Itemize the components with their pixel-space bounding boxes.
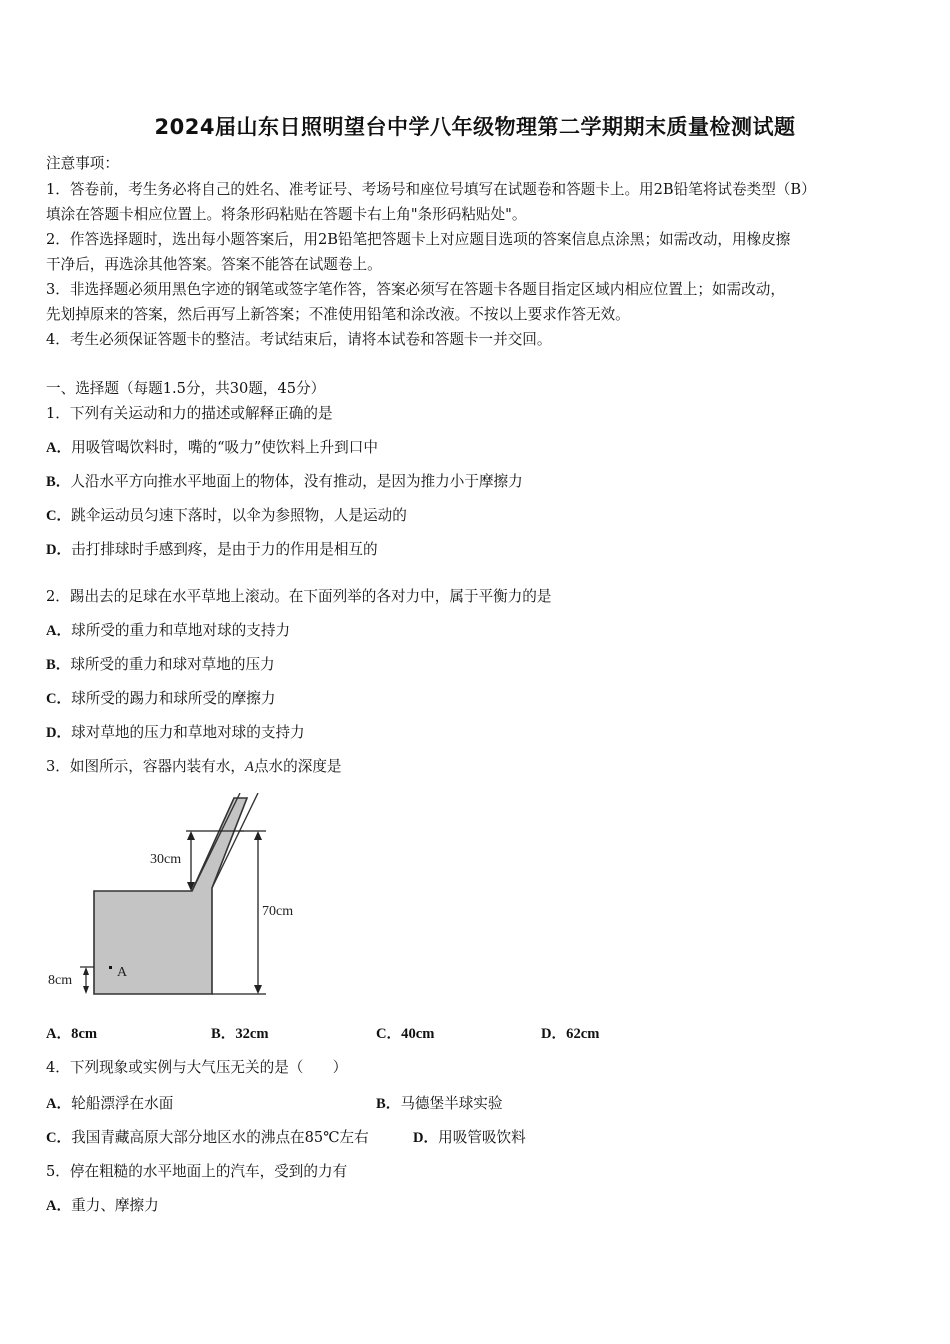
- question-3-option-c: [376, 1022, 434, 1043]
- question-3-stem-post: 点水的深度是: [253, 758, 342, 775]
- dim-30-label: 30cm: [150, 852, 182, 867]
- option-label: D．: [541, 1026, 567, 1042]
- point-a-marker: [109, 966, 112, 969]
- container-diagram: [44, 793, 364, 1003]
- option-text: 球对草地的压力和草地对球的支持力: [71, 724, 305, 741]
- question-4-option-c: [46, 1126, 369, 1147]
- option-label: B．: [46, 474, 71, 490]
- question-1-option-d: [46, 538, 378, 559]
- option-label: B．: [46, 657, 71, 673]
- option-label: D．: [413, 1130, 439, 1146]
- point-a-label: A: [117, 965, 128, 980]
- option-text: 马德堡半球实验: [400, 1095, 503, 1112]
- question-1-option-b: [46, 470, 523, 491]
- option-text: 62cm: [566, 1026, 600, 1042]
- option-text: 跳伞运动员匀速下落时，以伞为参照物，人是运动的: [71, 507, 407, 524]
- option-label: A．: [46, 1026, 72, 1042]
- option-label: A．: [46, 1096, 72, 1112]
- question-2-stem: 2．踢出去的足球在水平草地上滚动。在下面列举的各对力中，属于平衡力的是: [46, 588, 552, 605]
- notice-line: 2．作答选择题时，选出每小题答案后，用2B铅笔把答题卡上对应题目选项的答案信息点涂黑；如需改动，用橡皮擦: [46, 231, 791, 248]
- option-label: C．: [46, 1130, 72, 1146]
- notice-line: 1．答卷前，考生务必将自己的姓名、准考证号、考场号和座位号填写在试题卷和答题卡上。用2B铅笔将试卷类型（B）: [46, 181, 816, 198]
- option-label: C．: [376, 1026, 402, 1042]
- question-3-option-a: [46, 1022, 97, 1043]
- question-1-option-a: [46, 436, 378, 457]
- question-3-stem-pre: 3．如图所示，容器内装有水，: [46, 758, 246, 775]
- question-3-option-d: [541, 1022, 599, 1043]
- question-2-option-d: [46, 721, 305, 742]
- notice-line: 3．非选择题必须用黑色字迹的钢笔或签字笔作答，答案必须写在答题卡各题目指定区域内相应位置上；如需改动，: [46, 281, 785, 298]
- option-label: C．: [46, 691, 72, 707]
- notice-line: 干净后，再选涂其他答案。答案不能答在试题卷上。: [46, 256, 382, 273]
- dim-8-label: 8cm: [48, 973, 73, 988]
- dim-70-arrow-down: [254, 985, 262, 994]
- option-text: 球所受的踢力和球所受的摩擦力: [71, 690, 276, 707]
- notice-line: 先划掉原来的答案，然后再写上新答案；不准使用铅笔和涂改液。不按以上要求作答无效。: [46, 306, 630, 323]
- option-label: A．: [46, 440, 72, 456]
- option-text: 用吸管吸饮料: [438, 1129, 526, 1146]
- question-3-option-b: [211, 1022, 269, 1043]
- dim-70-label: 70cm: [262, 904, 294, 919]
- question-5-stem: 5．停在粗糙的水平地面上的汽车，受到的力有: [46, 1163, 348, 1180]
- question-2-option-c: [46, 687, 275, 708]
- option-label: A．: [46, 623, 72, 639]
- option-label: C．: [46, 508, 72, 524]
- option-text: 我国青藏高原大部分地区水的沸点在85℃左右: [71, 1129, 369, 1146]
- question-4-option-b: [376, 1092, 503, 1113]
- option-label: B．: [376, 1096, 401, 1112]
- question-1-option-c: [46, 504, 407, 525]
- notice-heading: 注意事项：: [46, 155, 119, 172]
- dim-30-arrow-up: [187, 831, 195, 840]
- option-text: 8cm: [71, 1026, 98, 1042]
- option-text: 40cm: [401, 1026, 435, 1042]
- option-text: 击打排球时手感到疼，是由于力的作用是相互的: [71, 541, 378, 558]
- dim-8-arrow-down: [83, 986, 89, 994]
- option-text: 人沿水平方向推水平地面上的物体，没有推动，是因为推力小于摩擦力: [70, 473, 523, 490]
- container-figure: [44, 793, 364, 1003]
- question-5-option-a: [46, 1194, 159, 1215]
- question-4-option-a: [46, 1092, 173, 1113]
- option-label: A．: [46, 1198, 72, 1214]
- option-text: 重力、摩擦力: [71, 1197, 159, 1214]
- option-text: 球所受的重力和球对草地的压力: [70, 656, 275, 673]
- option-text: 32cm: [235, 1026, 269, 1042]
- question-2-option-b: [46, 653, 275, 674]
- page-title: 2024届山东日照明望台中学八年级物理第二学期期末质量检测试题: [154, 115, 796, 139]
- question-4-option-d: [413, 1126, 526, 1147]
- option-label: B．: [211, 1026, 236, 1042]
- notice-line: 填涂在答题卡相应位置上。将条形码粘贴在答题卡右上角"条形码粘贴处"。: [46, 206, 527, 223]
- dim-8-arrow-up: [83, 967, 89, 975]
- dim-70-arrow-up: [254, 831, 262, 840]
- question-3-stem-point: A: [245, 759, 254, 775]
- option-text: 用吸管喝饮料时，嘴的“吸力”使饮料上升到口中: [71, 439, 378, 456]
- option-label: D．: [46, 542, 72, 558]
- option-text: 球所受的重力和草地对球的支持力: [71, 622, 291, 639]
- question-1-stem: 1．下列有关运动和力的描述或解释正确的是: [46, 405, 333, 422]
- option-label: D．: [46, 725, 72, 741]
- section-heading: 一、选择题（每题1.5分，共30题，45分）: [46, 380, 326, 397]
- notice-line: 4．考生必须保证答题卡的整洁。考试结束后，请将本试卷和答题卡一并交回。: [46, 331, 552, 348]
- question-4-stem: 4．下列现象或实例与大气压无关的是（ ）: [46, 1059, 348, 1076]
- question-3-stem: [46, 755, 342, 776]
- option-text: 轮船漂浮在水面: [71, 1095, 174, 1112]
- question-2-option-a: [46, 619, 290, 640]
